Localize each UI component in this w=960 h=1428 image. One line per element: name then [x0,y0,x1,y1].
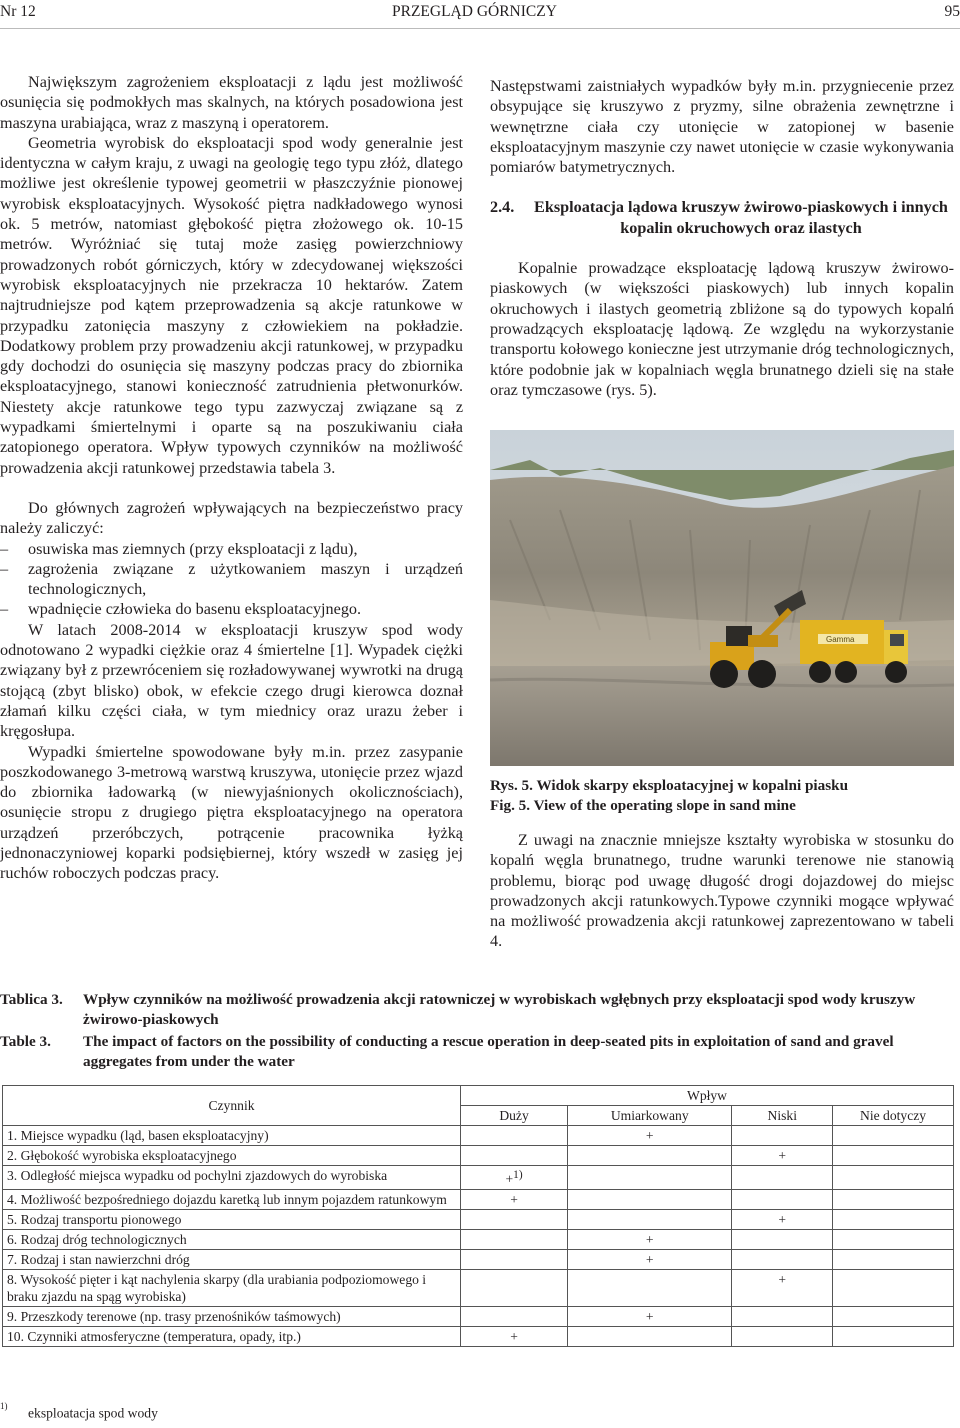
paragraph: Największym zagrożeniem eksploatacji z lądu jest możliwość osunięcia się podmokłych mas skalnych, na których posadowiona jest maszyna urabiająca, wraz z maszyną i operatorem. [0,73,463,132]
mark-cell [461,1209,568,1229]
mark-cell [461,1249,568,1269]
footnote-ref: 1) [513,1169,523,1181]
mark-cell [833,1249,954,1269]
mark-cell [732,1326,833,1346]
journal-title: PRZEGLĄD GÓRNICZY [392,3,557,20]
mark-cell [461,1306,568,1326]
table-row [3,1146,954,1166]
mark-value: + [505,1171,514,1187]
factor-table [2,1085,954,1347]
table-row [3,1126,954,1146]
footnote [0,1401,158,1422]
mark-cell: + [461,1189,568,1209]
paragraph: Wypadki śmiertelne spowodowane były m.in. przez zasypanie poszkodowanego 3-metrową warstwą kruszywa, utonięcie przez wjazd do zbiornika ładowarką (w niewyjaśnionych okolicznościach), osunięcie stropu z drugiego piętra eksploatacyjnego na operatora urządzeń przeróbczych, potrącenie pracownika łyżką jednonaczyniowej koparki podsiębiernej, który wszedł w zasięg jej ruchów roboczych podczas pracy. [0,742,463,883]
factor-cell: 5. Rodzaj transportu pionowego [3,1209,461,1229]
mark-cell [833,1146,954,1166]
mark-cell [732,1249,833,1269]
mark-cell [732,1306,833,1326]
header-level-large: Duży [461,1106,568,1126]
factor-cell: 7. Rodzaj i stan nawierzchni dróg [3,1249,461,1269]
mark-cell: + [568,1249,732,1269]
mark-cell [568,1326,732,1346]
list-item: – wpadnięcie człowieka do basenu eksploatacyjnego. [0,599,463,619]
footnote-marker: 1) [0,1401,8,1411]
paragraph: Kopalnie prowadzące eksploatację lądową kruszyw żwirowo-piaskowych (w większości piaskowych) lub innych kopalin okruchowych i ilastych geometrią zbliżone są do typowych kopalń prowadzących eksploatację lądową. Ze względu na wykorzystanie transportu kołowego konieczne jest utrzymanie dróg technologicznych, które podobnie jak w kopalniach węgla brunatnego dzieli się na stałe oraz tymczasowe (rys. 5). [490,259,954,399]
mark-cell [568,1269,732,1306]
mark-cell [568,1146,732,1166]
factor-cell: 9. Przeszkody terenowe (np. trasy przenośników taśmowych) [3,1306,461,1326]
mark-cell [833,1229,954,1249]
factor-cell: 4. Możliwość bezpośredniego dojazdu karetką lub innym pojazdem ratunkowym [3,1189,461,1209]
factor-cell: 6. Rodzaj dróg technologicznych [3,1229,461,1249]
page-number: 95 [944,3,960,20]
section-heading [490,197,954,238]
mark-cell [833,1189,954,1209]
mark-cell [732,1166,833,1190]
mark-cell [732,1229,833,1249]
right-column-lower [490,830,954,952]
mark-cell [833,1126,954,1146]
header-level-not-applicable: Nie dotyczy [833,1106,954,1126]
factor-cell: 8. Wysokość pięter i kąt nachylenia skarpy (dla urabiania podpoziomowego i braku zjazdu na spąg wyrobiska) [3,1269,461,1306]
mark-cell [833,1209,954,1229]
sand-mine-photo [490,430,954,766]
figure-caption-en: Fig. 5. View of the operating slope in sand mine [490,797,796,814]
mark-cell [732,1126,833,1146]
table-row [3,1326,954,1346]
factor-cell: 3. Odległość miejsca wypadku od pochylni zjazdowych do wyrobiska [3,1166,461,1190]
mark-cell [461,1146,568,1166]
paragraph: Następstwami zaistniałych wypadków były m.in. przygniecenie przez obsypujące się kruszywo z pryzmy, silne obrażenia zewnętrzne i wewnętrzne ciała czy utonięcie w zatopionej w basenie eksploatacyjnym maszynie czy nawet utonięcie w czasie wykonywania pomiarów batymetrycznych. [490,77,954,177]
factor-cell: 2. Głębokość wyrobiska eksploatacyjnego [3,1146,461,1166]
mark-cell [732,1189,833,1209]
mark-cell: + [568,1306,732,1326]
header-level-low: Niski [732,1106,833,1126]
mark-cell [461,1229,568,1249]
mark-cell: + [461,1326,568,1346]
header-factor: Czynnik [3,1086,461,1126]
mark-cell: + [732,1209,833,1229]
table-label-pl: Tablica 3. [0,991,63,1008]
mark-cell [833,1166,954,1190]
table-caption-pl [0,990,960,1030]
mark-cell [833,1269,954,1306]
mark-cell: + [568,1126,732,1146]
truck-lettering: Gamma [826,635,855,644]
mark-cell: + [732,1269,833,1306]
mark-cell [568,1166,732,1190]
paragraph: W latach 2008-2014 w eksploatacji kruszyw spod wody odnotowano 2 wypadki ciężkie oraz 4 śmiertelne [1]. Wypadek ciężki związany był z przewróceniem się rozładowywanej wywrotki na drugą stojącą (zbyt blisko) obok, w efekcie czego drugi kierowca doznał złamań kilku części ciała, w tym miednicy oraz urazu żeber i kręgosłupa. [0,620,463,741]
section-title: Eksploatacja lądowa kruszyw żwirowo-piaskowych i innych kopalin okruchowych oraz ilastych [534,198,948,237]
table-row [3,1306,954,1326]
left-column [0,72,463,884]
mark-cell [833,1326,954,1346]
hazard-list [0,539,463,620]
table-row [3,1229,954,1249]
mark-cell: + [568,1229,732,1249]
table-label-en: Table 3. [0,1033,51,1050]
mark-cell [461,1166,568,1190]
paragraph: Z uwagi na znacznie mniejsze kształty wyrobiska w stosunku do kopalń węgla brunatnego, trudne warunki terenowe nie stanowią problemu, biorąc pod uwagę długość drogi dojazdowej do miejsc prowadzonych akcji ratunkowych.Typowe czynniki mogące wpływać na możliwość prowadzenia akcji ratunkowej zaprezentowano w tabeli 4. [490,831,954,951]
table-row [3,1166,954,1190]
mark-cell [568,1189,732,1209]
header-level-moderate: Umiarkowany [568,1106,732,1126]
table-row [3,1249,954,1269]
table-row [3,1209,954,1229]
mark-cell [461,1269,568,1306]
paragraph: Geometria wyrobisk do eksploatacji spod wody generalnie jest identyczna w całym kraju, z uwagi na geologię tego typu złóż, dlatego możliwe jest określenie typowej geometrii w płaszczyźnie pionowej wyrobisk eksploatacyjnych. Wysokość piętra nadkładowego wynosi ok. 5 metrów, natomiast głębokość piętra złożowego ok. 10-15 metrów. Wyróżniać się tutaj może zasięg powierzchniowy prowadzonych robót górniczych, który w zdecydowanej większości wyrobisk eksploatacyjnych nie przekracza 10 hektarów. Zatem najtrudniejsze pod kątem przeprowadzenia są akcje ratunkowe w przypadku zatonięcia maszyny z człowiekiem na pokładzie. Dodatkowy problem przy prowadzeniu akcji ratunkowej, w przypadku gdy dochodzi do osunięcia się maszyny podczas pracy do zbiornika eksploatacyjnego, stanowi konieczność zatrudnienia płetwonurków. Niestety akcje ratunkowe tego typu zazwyczaj związane są z wypadkami śmiertelnymi i oparte są na poszukiwaniu ciała zatopionego operatora. Wpływ typowych czynników na możliwość prowadzenia akcji ratunkowej przedstawia tabela 3. [0,133,463,477]
list-item: – zagrożenia związane z użytkowaniem maszyn i urządzeń technologicznych, [0,559,463,600]
table-title-pl: Wpływ czynników na możliwość prowadzenia akcji ratowniczej w wyrobiskach wgłębnych przy eksploatacji spod wody kruszyw żwirowo-piaskowych [83,991,916,1028]
table-row [3,1269,954,1306]
factor-cell: 10. Czynniki atmosferyczne (temperatura, opady, itp.) [3,1326,461,1346]
table-caption-en [0,1032,960,1072]
figure-caption [490,776,954,816]
factor-cell: 1. Miejsce wypadku (ląd, basen eksploatacyjny) [3,1126,461,1146]
mark-cell [568,1209,732,1229]
list-item: – osuwiska mas ziemnych (przy eksploatacji z lądu), [0,539,463,559]
table-row [3,1189,954,1209]
mark-cell [461,1126,568,1146]
right-column [490,76,954,400]
issue-number: Nr 12 [0,3,36,20]
footnote-text: eksploatacja spod wody [28,1405,158,1421]
header-influence: Wpływ [461,1086,954,1106]
figure-caption-pl: Rys. 5. Widok skarpy eksploatacyjnej w kopalni piasku [490,777,849,794]
mark-cell [833,1306,954,1326]
table-title-en: The impact of factors on the possibility of conducting a rescue operation in deep-seated pits in exploitation of sand and gravel aggregates from under the water [83,1033,894,1070]
section-number: 2.4. [490,198,515,217]
paragraph: Do głównych zagrożeń wpływających na bezpieczeństwo pracy należy zaliczyć: [0,498,463,538]
running-header [0,0,960,29]
mark-cell: + [732,1146,833,1166]
